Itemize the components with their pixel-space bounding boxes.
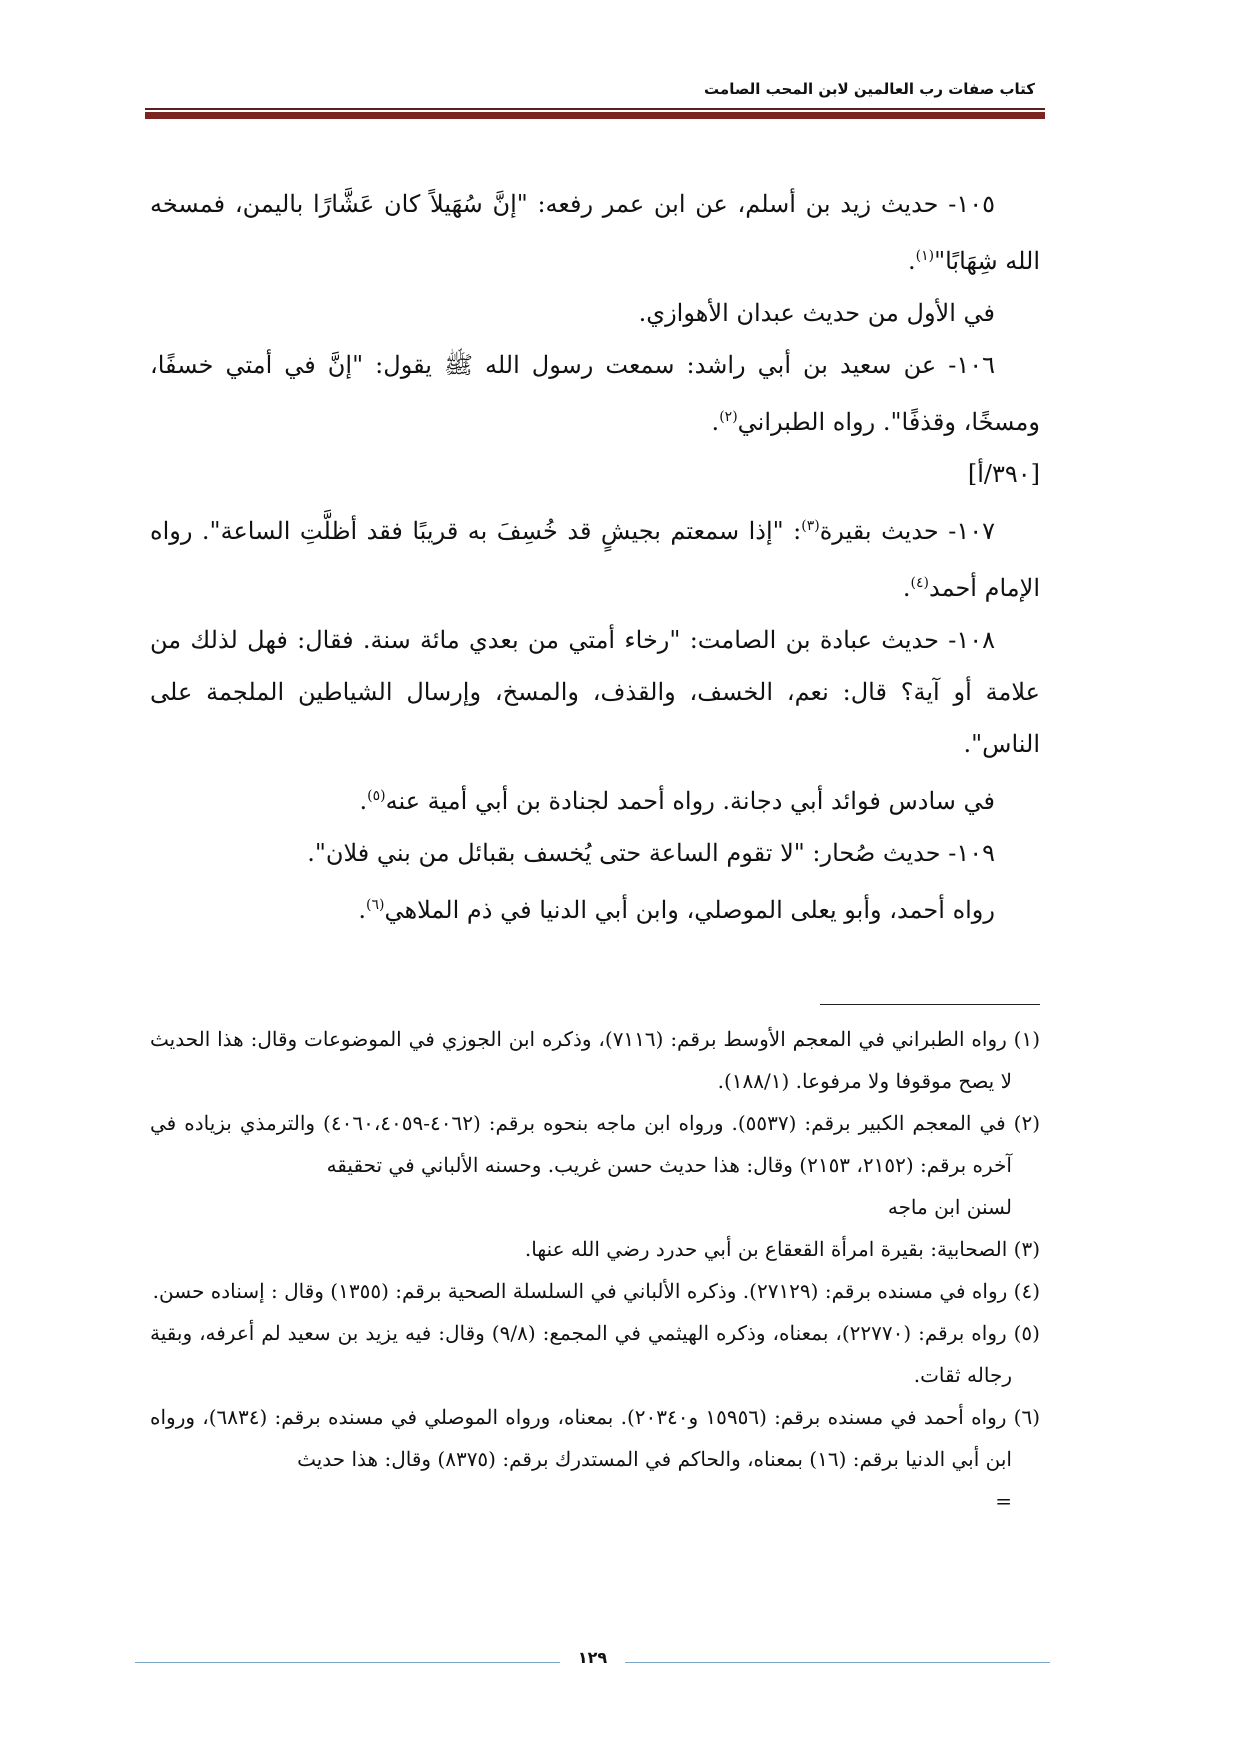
footnote-1: (١) رواه الطبراني في المعجم الأوسط برقم: (٧١١٦)، وذكره ابن الجوزي في الموضوعات وقال: هذا الحديث لا يصح موقوفا ولا مرفوعا. (١٨٨/١).: [150, 1027, 1040, 1093]
hadith-109: ١٠٩- حديث صُحار: "لا تقوم الساعة حتى يُخسف بقبائل من بني فلان".: [307, 839, 995, 867]
hadith-106-end: .: [711, 408, 720, 436]
hadith-105-line1: ١٠٥- حديث زيد بن أسلم، عن ابن عمر رفعه: "إنَّ سُهَيلاً كان عَشَّارًا باليمن،: [234, 190, 995, 218]
footnote-ref-3[interactable]: (٣): [801, 518, 820, 534]
hadith-106-line1: ١٠٦- عن سعيد بن أبي راشد: سمعت رسول الله ﷺ يقول: "إنَّ في أمتي خسفًا،: [150, 351, 995, 379]
hadith-105-end: .: [907, 247, 916, 275]
hadith-105-line2: فمسخه الله شِهَابًا": [150, 190, 1040, 275]
page-number: ١٢٩: [577, 1648, 608, 1667]
hadith-107-line1a: ١٠٧- حديث بقيرة: [819, 517, 995, 545]
hadith-109-source: [150, 879, 1040, 936]
header-rule-thin: [145, 108, 1045, 110]
footer-rule-right: [625, 1662, 1050, 1663]
footnotes: [150, 1018, 1040, 1522]
footnote-ref-1[interactable]: (١): [915, 248, 935, 264]
hadith-107-end: .: [902, 574, 911, 602]
folio-marker: [٣٩٠/أ]: [967, 460, 1040, 488]
hadith-106: [150, 339, 1040, 448]
footnote-ref-5[interactable]: (٥): [367, 788, 386, 804]
hadith-107-line2: رواه الإمام أحمد: [150, 517, 1040, 602]
footnote-5: (٥) رواه برقم: (٢٢٧٧٠)، بمعناه، وذكره الهيثمي في المجمع: (٩/٨) وقال: فيه يزيد بن سعيد لم أعرفه، وبقية رجاله ثقات.: [150, 1321, 1040, 1387]
footnote-4: (٤) رواه في مسنده برقم: (٢٧١٢٩). وذكره الألباني في السلسلة الصحية برقم: (١٣٥٥) وقال : إسناده حسن.: [152, 1279, 1040, 1303]
footnote-ref-2[interactable]: (٢): [719, 409, 738, 425]
hadith-105: [150, 178, 1040, 287]
footnote-continuation-mark: =: [995, 1489, 1012, 1513]
main-text: [150, 178, 1040, 936]
footnote-2: (٢) في المعجم الكبير برقم: (٥٥٣٧). ورواه ابن ماجه بنحوه برقم: (٤٠٦٢-٤٠٦٠،٤٠٥٩) والترمذي بزياده في آخره برقم: (٢١٥٢، ٢١٥٣) وقال: هذا حديث حسن غريب. وحسنه الألباني في تحقيقه: [150, 1111, 1041, 1177]
hadith-106-line2: ومسخًا، وقذفًا". رواه الطبراني: [737, 408, 1040, 436]
hadith-108-source: [150, 770, 1040, 827]
hadith-109-source-text: رواه أحمد، وأبو يعلى الموصلي، وابن أبي الدنيا في ذم الملاهي: [384, 896, 995, 924]
footnote-3: (٣) الصحابية: بقيرة امرأة القعقاع بن أبي حدرد رضي الله عنها.: [524, 1237, 1040, 1261]
footnote-6: (٦) رواه أحمد في مسنده برقم: (١٥٩٥٦ و٢٠٣٤٠). بمعناه، ورواه الموصلي في مسنده برقم: (٦٨٣٤)، ورواه ابن أبي الدنيا برقم: (١٦) بمعناه، والحاكم في المستدرك برقم: (٨٣٧٥) وقال: هذا حديث: [150, 1405, 1041, 1471]
hadith-105-source: في الأول من حديث عبدان الأهوازي.: [638, 299, 995, 327]
hadith-108-end: .: [359, 787, 368, 815]
hadith-108: ١٠٨- حديث عبادة بن الصامت: "رخاء أمتي من بعدي مائة سنة. فقال: فهل لذلك من علامة أو آية؟ قال: نعم، الخسف، والقذف، والمسخ، وإرسال الشياطين الملجمة على الناس".: [150, 626, 1040, 758]
hadith-109-end: .: [358, 896, 366, 924]
hadith-107-line1b: : "إذا سمعتم بجيشٍ قد خُسِفَ به قريبًا فقد أظلَّتِ الساعة".: [201, 517, 802, 545]
footnote-ref-4[interactable]: (٤): [910, 575, 929, 591]
header-rule-thick: [145, 112, 1045, 119]
footnote-ref-6[interactable]: (٦): [365, 897, 385, 913]
footnote-separator: [820, 1004, 1040, 1005]
running-head: كتاب صفات رب العالمين لابن المحب الصامت: [704, 80, 1035, 98]
hadith-107: [150, 500, 1040, 614]
hadith-108-source-text: في سادس فوائد أبي دجانة. رواه أحمد لجنادة بن أبي أمية عنه: [385, 787, 995, 815]
footer-rule-left: [135, 1662, 560, 1663]
footnote-2-end: لسنن ابن ماجه: [887, 1195, 1012, 1219]
